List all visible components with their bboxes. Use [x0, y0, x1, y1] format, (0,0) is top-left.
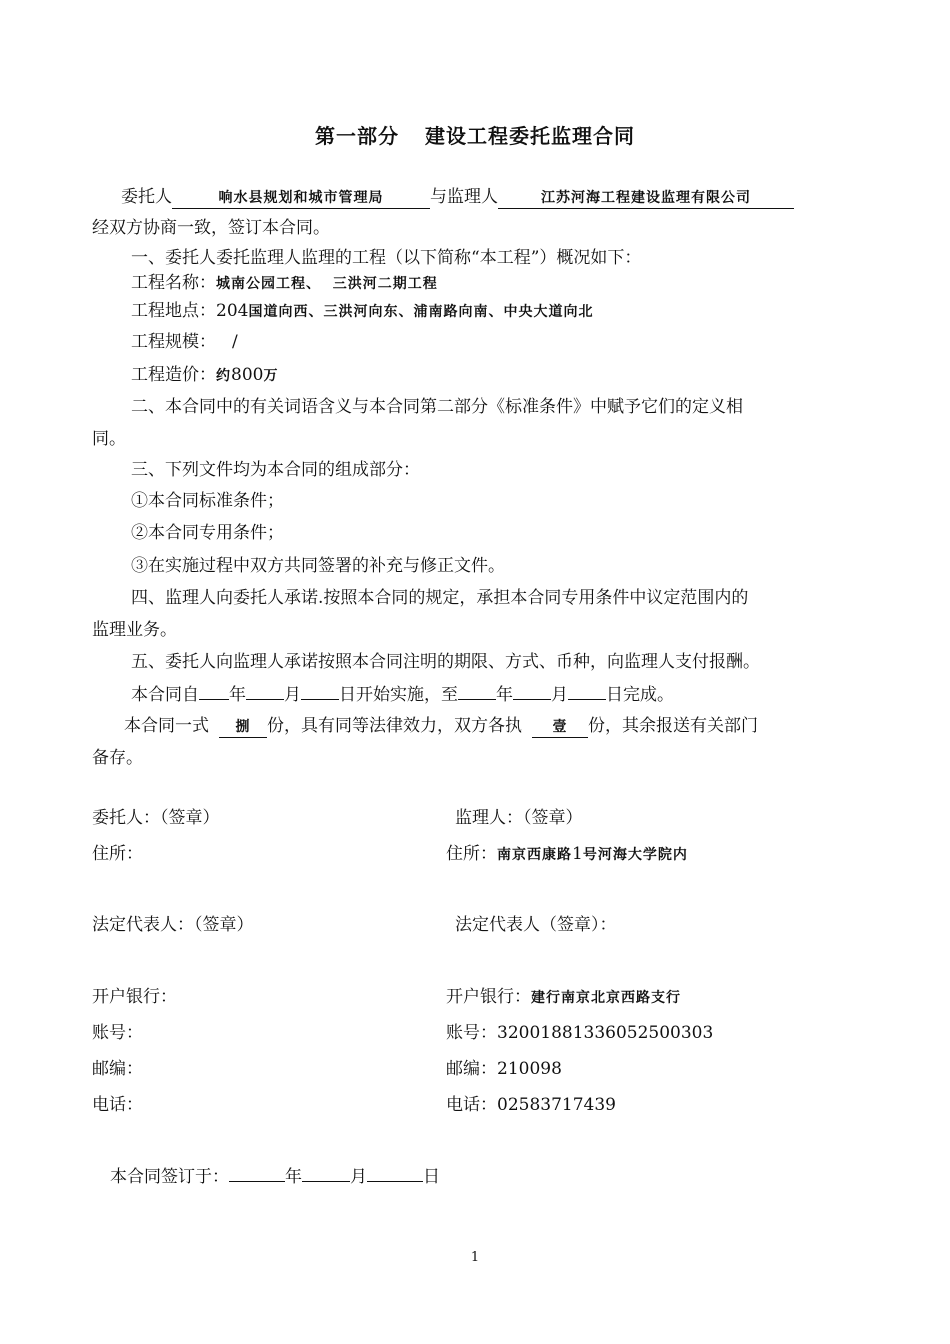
signed-date-line: [110, 1165, 440, 1188]
project-location-label: 工程地点：: [131, 301, 216, 321]
project-cost-unit: 万: [263, 368, 279, 384]
supervisor-bank-label: 开户银行：: [446, 987, 531, 1007]
supervisor-address-num: 1: [572, 844, 583, 864]
supervisor-bank-row: [446, 986, 681, 1009]
clause-4-line-1: 四、监理人向委托人承诺.按照本合同的规定，承担本合同专用条件中议定范围内的: [131, 588, 749, 608]
supervisor-account-label: 账号：: [446, 1023, 497, 1043]
title-part: 第一部分: [315, 124, 399, 148]
copies-line: [124, 715, 758, 738]
supervisor-postcode-label: 邮编：: [446, 1059, 497, 1079]
period-month-1: 月: [284, 685, 301, 705]
project-cost-label: 工程造价：: [131, 365, 216, 385]
supervisor-bank-value: 建行南京北京西路支行: [531, 990, 681, 1006]
clause-1: 一、委托人委托监理人监理的工程（以下简称“本工程”）概况如下：: [131, 248, 642, 268]
client-bank: 开户银行：: [92, 987, 177, 1007]
project-name-label: 工程名称：: [131, 273, 216, 293]
project-location-num: 204: [216, 301, 249, 321]
supervisor-address-row: [446, 843, 688, 866]
supervisor-sign: 监理人：（签章）: [455, 808, 583, 828]
project-cost-num: 800: [231, 365, 264, 385]
end-year-blank: [458, 683, 496, 700]
period-start-label: 本合同自: [131, 685, 199, 705]
page-title: [0, 120, 950, 149]
supervisor-account-value: 32001881336052500303: [497, 1023, 714, 1043]
copies-each: 壹: [532, 717, 588, 738]
supervisor-address-label: 住所：: [446, 844, 497, 864]
copies-line-2: 备存。: [92, 748, 143, 768]
signed-year-blank: [229, 1165, 285, 1182]
project-scale-label: 工程规模：: [131, 332, 216, 352]
clause-4-line-2: 监理业务。: [92, 620, 177, 640]
supervisor-postcode-row: [446, 1058, 562, 1080]
title-name: 建设工程委托监理合同: [425, 124, 635, 148]
clause-5: 五、委托人向监理人承诺按照本合同注明的期限、方式、币种，向监理人支付报酬。: [131, 652, 760, 672]
period-mid: 日开始实施，至: [339, 685, 458, 705]
copies-text-1: 本合同一式: [124, 716, 209, 736]
signed-label: 本合同签订于：: [110, 1167, 229, 1187]
signed-year: 年: [285, 1167, 302, 1187]
supervisor-name: 江苏河海工程建设监理有限公司: [498, 188, 794, 209]
period-line: [131, 683, 674, 706]
doc-item-2: ②本合同专用条件；: [131, 523, 284, 543]
signed-day: 日: [423, 1167, 440, 1187]
parties-line: [121, 186, 794, 209]
project-location-row: [131, 300, 593, 323]
agree-text: 经双方协商一致，签订本合同。: [92, 218, 330, 238]
client-address: 住所：: [92, 844, 143, 864]
client-sign: 委托人：（签章）: [92, 808, 220, 828]
doc-item-3: ③在实施过程中双方共同签署的补充与修正文件。: [131, 556, 505, 576]
supervisor-phone-label: 电话：: [446, 1095, 497, 1115]
end-month-blank: [513, 683, 551, 700]
copies-total: 捌: [219, 717, 267, 738]
copies-text-2: 份，具有同等法律效力，双方各执: [267, 716, 522, 736]
start-month-blank: [246, 683, 284, 700]
client-name: 响水县规划和城市管理局: [172, 188, 430, 209]
period-month-2: 月: [551, 685, 568, 705]
start-year-blank: [199, 683, 229, 700]
project-cost-prefix: 约: [216, 368, 231, 384]
project-cost-row: [131, 364, 278, 387]
signed-month-blank: [302, 1165, 350, 1182]
project-location-value: 国道向西、三洪河向东、浦南路向南、中央大道向北: [248, 304, 594, 320]
supervisor-account-row: [446, 1022, 713, 1044]
supervisor-postcode-value: 210098: [497, 1059, 562, 1079]
client-legal-rep: 法定代表人：（签章）: [92, 915, 254, 935]
supervisor-address-value-2: 号河海大学院内: [582, 847, 688, 863]
client-phone: 电话：: [92, 1095, 143, 1115]
signed-day-blank: [367, 1165, 423, 1182]
clause-3: 三、下列文件均为本合同的组成部分：: [131, 460, 420, 480]
with-label: 与监理人: [430, 187, 498, 207]
clause-2-line-1: 二、本合同中的有关词语含义与本合同第二部分《标准条件》中赋予它们的定义相: [131, 397, 743, 417]
supervisor-phone-value: 02583717439: [497, 1095, 616, 1115]
start-day-blank: [301, 683, 339, 700]
period-year-2: 年: [496, 685, 513, 705]
project-name-value: 城南公园工程、 三洪河二期工程: [216, 276, 438, 292]
project-scale-value: /: [232, 332, 238, 352]
supervisor-phone-row: [446, 1094, 616, 1116]
client-label: 委托人: [121, 187, 172, 207]
page-number: 1: [470, 1250, 480, 1265]
end-day-blank: [568, 683, 606, 700]
project-scale-row: [131, 331, 238, 353]
client-account: 账号：: [92, 1023, 143, 1043]
supervisor-address-value: 南京西康路: [497, 847, 572, 863]
clause-2-line-2: 同。: [92, 429, 126, 449]
doc-item-1: ①本合同标准条件；: [131, 491, 284, 511]
copies-text-3: 份，其余报送有关部门: [588, 716, 758, 736]
signed-month: 月: [350, 1167, 367, 1187]
supervisor-legal-rep: 法定代表人（签章）：: [455, 915, 617, 935]
project-name-row: [131, 272, 438, 295]
period-end: 日完成。: [606, 685, 674, 705]
client-postcode: 邮编：: [92, 1059, 143, 1079]
period-year-1: 年: [229, 685, 246, 705]
